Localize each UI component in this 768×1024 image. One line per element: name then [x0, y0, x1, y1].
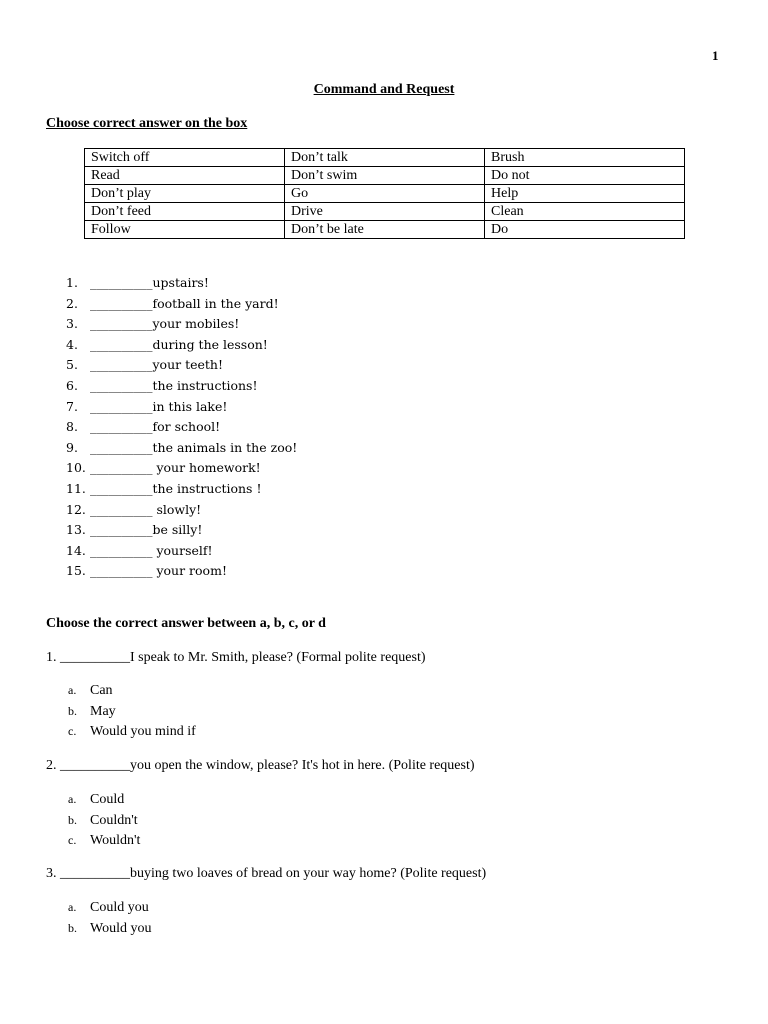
option-letter: c. [68, 833, 77, 847]
item-text: __________upstairs! [90, 275, 209, 290]
option-letter: b. [68, 920, 77, 935]
option [68, 680, 196, 701]
option [68, 721, 196, 742]
item-number: 8. [66, 419, 78, 435]
option-text: Can [90, 683, 113, 698]
word-box-row [85, 149, 685, 167]
option-text: Wouldn't [90, 833, 141, 848]
item-text: __________the animals in the zoo! [90, 439, 298, 455]
word-box-cell: Help [485, 185, 685, 203]
item-number: 15. [66, 563, 86, 579]
list-item [44, 376, 297, 397]
option [68, 789, 140, 810]
word-box-cell: Don’t play [85, 185, 285, 203]
word-box-cell: Switch off [85, 149, 285, 167]
word-box-cell: Don’t talk [285, 149, 485, 167]
item-text: __________for school! [90, 419, 221, 435]
word-box-cell: Do [485, 221, 685, 239]
option-text: Would you [90, 920, 152, 936]
option-letter: b. [68, 703, 77, 718]
word-box-row [85, 203, 685, 221]
option-letter: a. [68, 683, 77, 697]
list-item [44, 397, 297, 418]
list-item [44, 417, 297, 438]
item-number: 4. [66, 336, 78, 352]
list-item [44, 438, 297, 459]
item-text: __________during the lesson! [90, 336, 268, 352]
question-1: 1. __________I speak to Mr. Smith, please? (Formal polite request) [46, 650, 426, 665]
word-box-cell: Go [285, 185, 485, 203]
list-item [44, 500, 297, 521]
list-item [44, 294, 297, 315]
option [68, 810, 140, 831]
options-3 [68, 897, 151, 938]
item-number: 10. [66, 460, 86, 476]
list-item [44, 541, 297, 562]
option-text: Would you mind if [90, 724, 196, 739]
word-box-cell: Don’t swim [285, 167, 485, 185]
word-box-table [84, 148, 685, 239]
item-number: 5. [66, 357, 78, 373]
item-text: __________in this lake! [90, 398, 228, 414]
list-item [44, 355, 297, 376]
option-letter: a. [68, 792, 77, 806]
options-2 [68, 789, 140, 851]
list-item [44, 479, 297, 500]
list-item [44, 273, 297, 294]
item-number: 13. [66, 522, 86, 538]
section1-heading: Choose correct answer on the box [46, 116, 248, 131]
item-number: 7. [66, 398, 78, 414]
item-text: __________ your homework! [90, 460, 261, 476]
option [68, 830, 140, 851]
item-text: __________the instructions! [90, 377, 258, 393]
list-item [44, 561, 297, 582]
word-box-cell: Clean [485, 203, 685, 221]
option [68, 897, 151, 918]
option-text: Couldn't [90, 812, 138, 828]
option-letter: b. [68, 812, 77, 827]
item-number: 11. [66, 480, 86, 496]
word-box-cell: Don’t be late [285, 221, 485, 239]
word-box-cell: Don’t feed [85, 203, 285, 221]
item-number: 1. [66, 275, 78, 290]
list-item [44, 335, 297, 356]
item-text: __________ yourself! [90, 542, 213, 558]
item-text: __________football in the yard! [90, 295, 279, 311]
word-box-cell: Read [85, 167, 285, 185]
item-text: __________your teeth! [90, 357, 224, 373]
option-letter: a. [68, 900, 77, 914]
word-box-cell: Follow [85, 221, 285, 239]
word-box-row [85, 221, 685, 239]
item-number: 14. [66, 542, 86, 558]
question-3: 3. __________buying two loaves of bread on your way home? (Polite request) [46, 866, 487, 881]
item-number: 2. [66, 295, 78, 311]
item-number: 3. [66, 316, 78, 332]
list-item [44, 314, 297, 335]
option-letter: c. [68, 724, 77, 738]
option-text: Could you [90, 900, 149, 915]
item-text: __________ your room! [90, 563, 227, 579]
word-box-cell: Do not [485, 167, 685, 185]
item-text: __________be silly! [90, 522, 203, 538]
section2-heading: Choose the correct answer between a, b, c, or d [46, 616, 326, 631]
fill-in-list [44, 273, 297, 582]
option-text: Could [90, 792, 125, 807]
option-text: May [90, 703, 116, 719]
word-box-cell: Drive [285, 203, 485, 221]
item-text: __________your mobiles! [90, 316, 240, 332]
page-number: 1 [712, 48, 719, 63]
item-number: 12. [66, 501, 86, 517]
option [68, 701, 196, 722]
item-text: __________the instructions ! [90, 480, 262, 496]
list-item [44, 458, 297, 479]
question-2: 2. __________you open the window, please? It's hot in here. (Polite request) [46, 758, 475, 773]
item-number: 6. [66, 377, 78, 393]
option [68, 918, 151, 939]
list-item [44, 520, 297, 541]
item-number: 9. [66, 439, 78, 455]
word-box-cell: Brush [485, 149, 685, 167]
word-box-row [85, 167, 685, 185]
options-1 [68, 680, 196, 742]
word-box-row [85, 185, 685, 203]
item-text: __________ slowly! [90, 501, 202, 517]
page-title: Command and Request [313, 82, 455, 97]
